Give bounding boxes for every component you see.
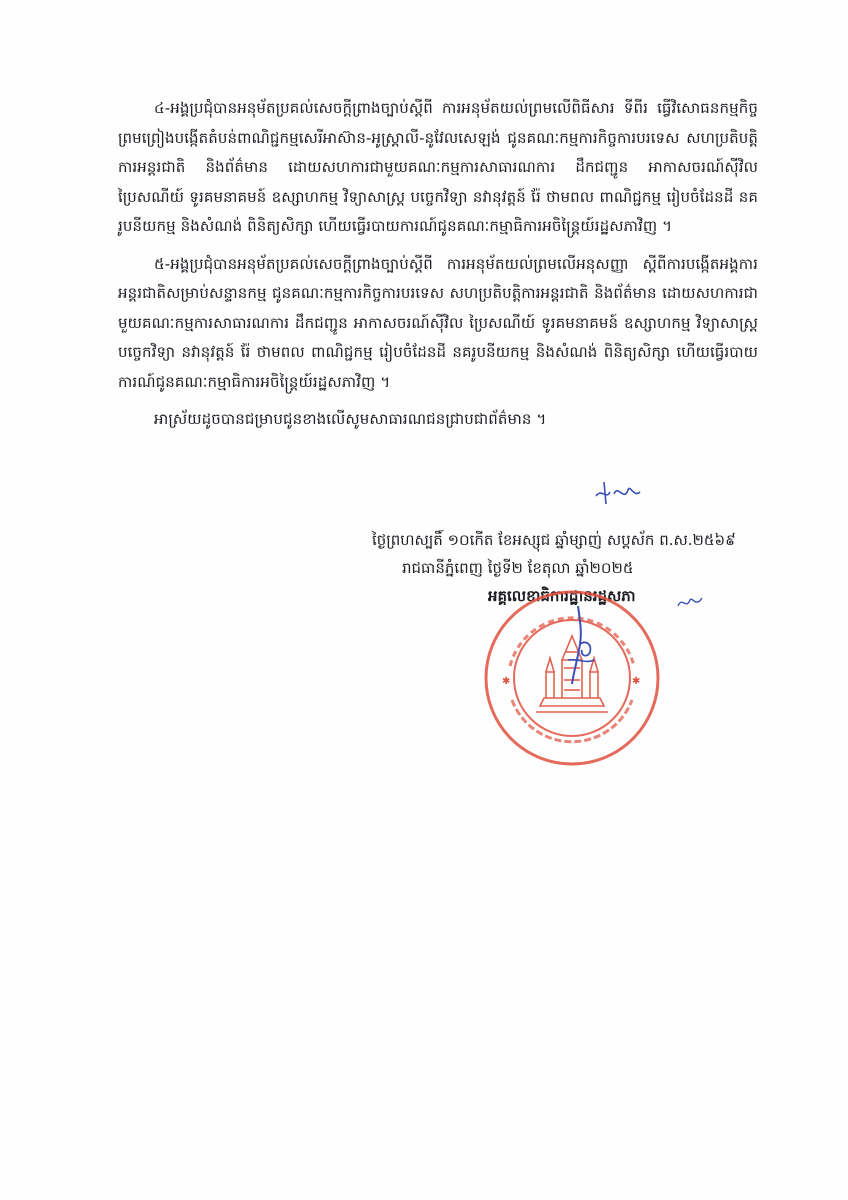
lunar-date: ថ្ងៃព្រហស្បតិ៍ ១០កើត ខែអស្សុជ ឆ្នាំម្សាញ់ សប្តស័ក ព.ស.២៥៦៩ — [372, 531, 736, 549]
svg-text:✱: ✱ — [502, 676, 511, 687]
paragraph-4: ៤-អង្គប្រជុំបានអនុម័តប្រគល់សេចក្ដីព្រាងច្បាប់ស្ដីពី ការអនុម័តយល់ព្រមលើពិធីសារ ទីពីរ ធ្វើវិសោធនកម្មកិច្ចព្រមព្រៀងបង្កើតតំបន់ពាណិជ្ជកម្មសេរីអាស៊ាន-អូស្ត្រាលី-នូវែលសេឡង់ ជូនគណៈកម្មការកិច្ចការបរទេស សហប្រតិបត្តិការអន្តរជាតិ និងព័ត៌មាន ដោយសហការជាមួយគណៈកម្មការសាធារណការ ដឹកជញ្ជូន អាកាសចរណ៍ស៊ីវិល ប្រៃសណីយ៍ ទូរគមនាគមន៍ ឧស្សាហកម្ម វិទ្យាសាស្ត្រ បច្ចេកវិទ្យា នវានុវត្តន៍ រ៉ែ ថាមពល ពាណិជ្ជកម្ម រៀបចំដែនដី នគរូបនីយកម្ម និងសំណង់ ពិនិត្យសិក្សា ហើយធ្វើរបាយការណ៍ជូនគណៈកម្មាធិការអចិន្ត្រៃយ៍រដ្ឋសភាវិញ ។ — [118, 99, 758, 235]
closing-statement: អាស្រ័យដូចបានជម្រាបជូនខាងលើសូមសាធារណជនជ្រាបជាព័ត៌មាន ។ — [154, 410, 547, 428]
paragraph-5: ៥-អង្គប្រជុំបានអនុម័តប្រគល់សេចក្ដីព្រាងច្បាប់ស្ដីពី ការអនុម័តយល់ព្រមលើអនុសញ្ញា ស្ដីពីការបង្កើតអង្គការអន្តរជាតិសម្រាប់សន្ទានកម្ម ជូនគណៈកម្មការកិច្ចការបរទេស សហប្រតិបត្តិការអន្តរជាតិ និងព័ត៌មាន ដោយសហការជាមួយគណៈកម្មការសាធារណការ ដឹកជញ្ជូន អាកាសចរណ៍ស៊ីវិល ប្រៃសណីយ៍ ទូរគមនាគមន៍ ឧស្សាហកម្ម វិទ្យាសាស្ត្រ បច្ចេកវិទ្យា នវានុវត្តន៍ រ៉ែ ថាមពល ពាណិជ្ជកម្ម រៀបចំដែនដី នគរូបនីយកម្ម និងសំណង់ ពិនិត្យសិក្សា ហើយធ្វើរបាយការណ៍ជូនគណៈកម្មាធិការអចិន្ត្រៃយ៍រដ្ឋសភាវិញ ។ — [118, 254, 758, 391]
solar-date: រាជធានីភ្នំពេញ ថ្ងៃទី២ ខែតុលា ឆ្នាំ២០២៥ — [402, 559, 634, 577]
handwritten-signature-icon — [520, 600, 640, 690]
initials-small-icon — [676, 592, 706, 612]
signatory-title: អគ្គលេខាធិការដ្ឋានរដ្ឋសភា — [488, 587, 636, 605]
initials-mark-icon — [594, 478, 644, 506]
svg-text:✱: ✱ — [632, 676, 641, 687]
document-body — [118, 94, 758, 443]
